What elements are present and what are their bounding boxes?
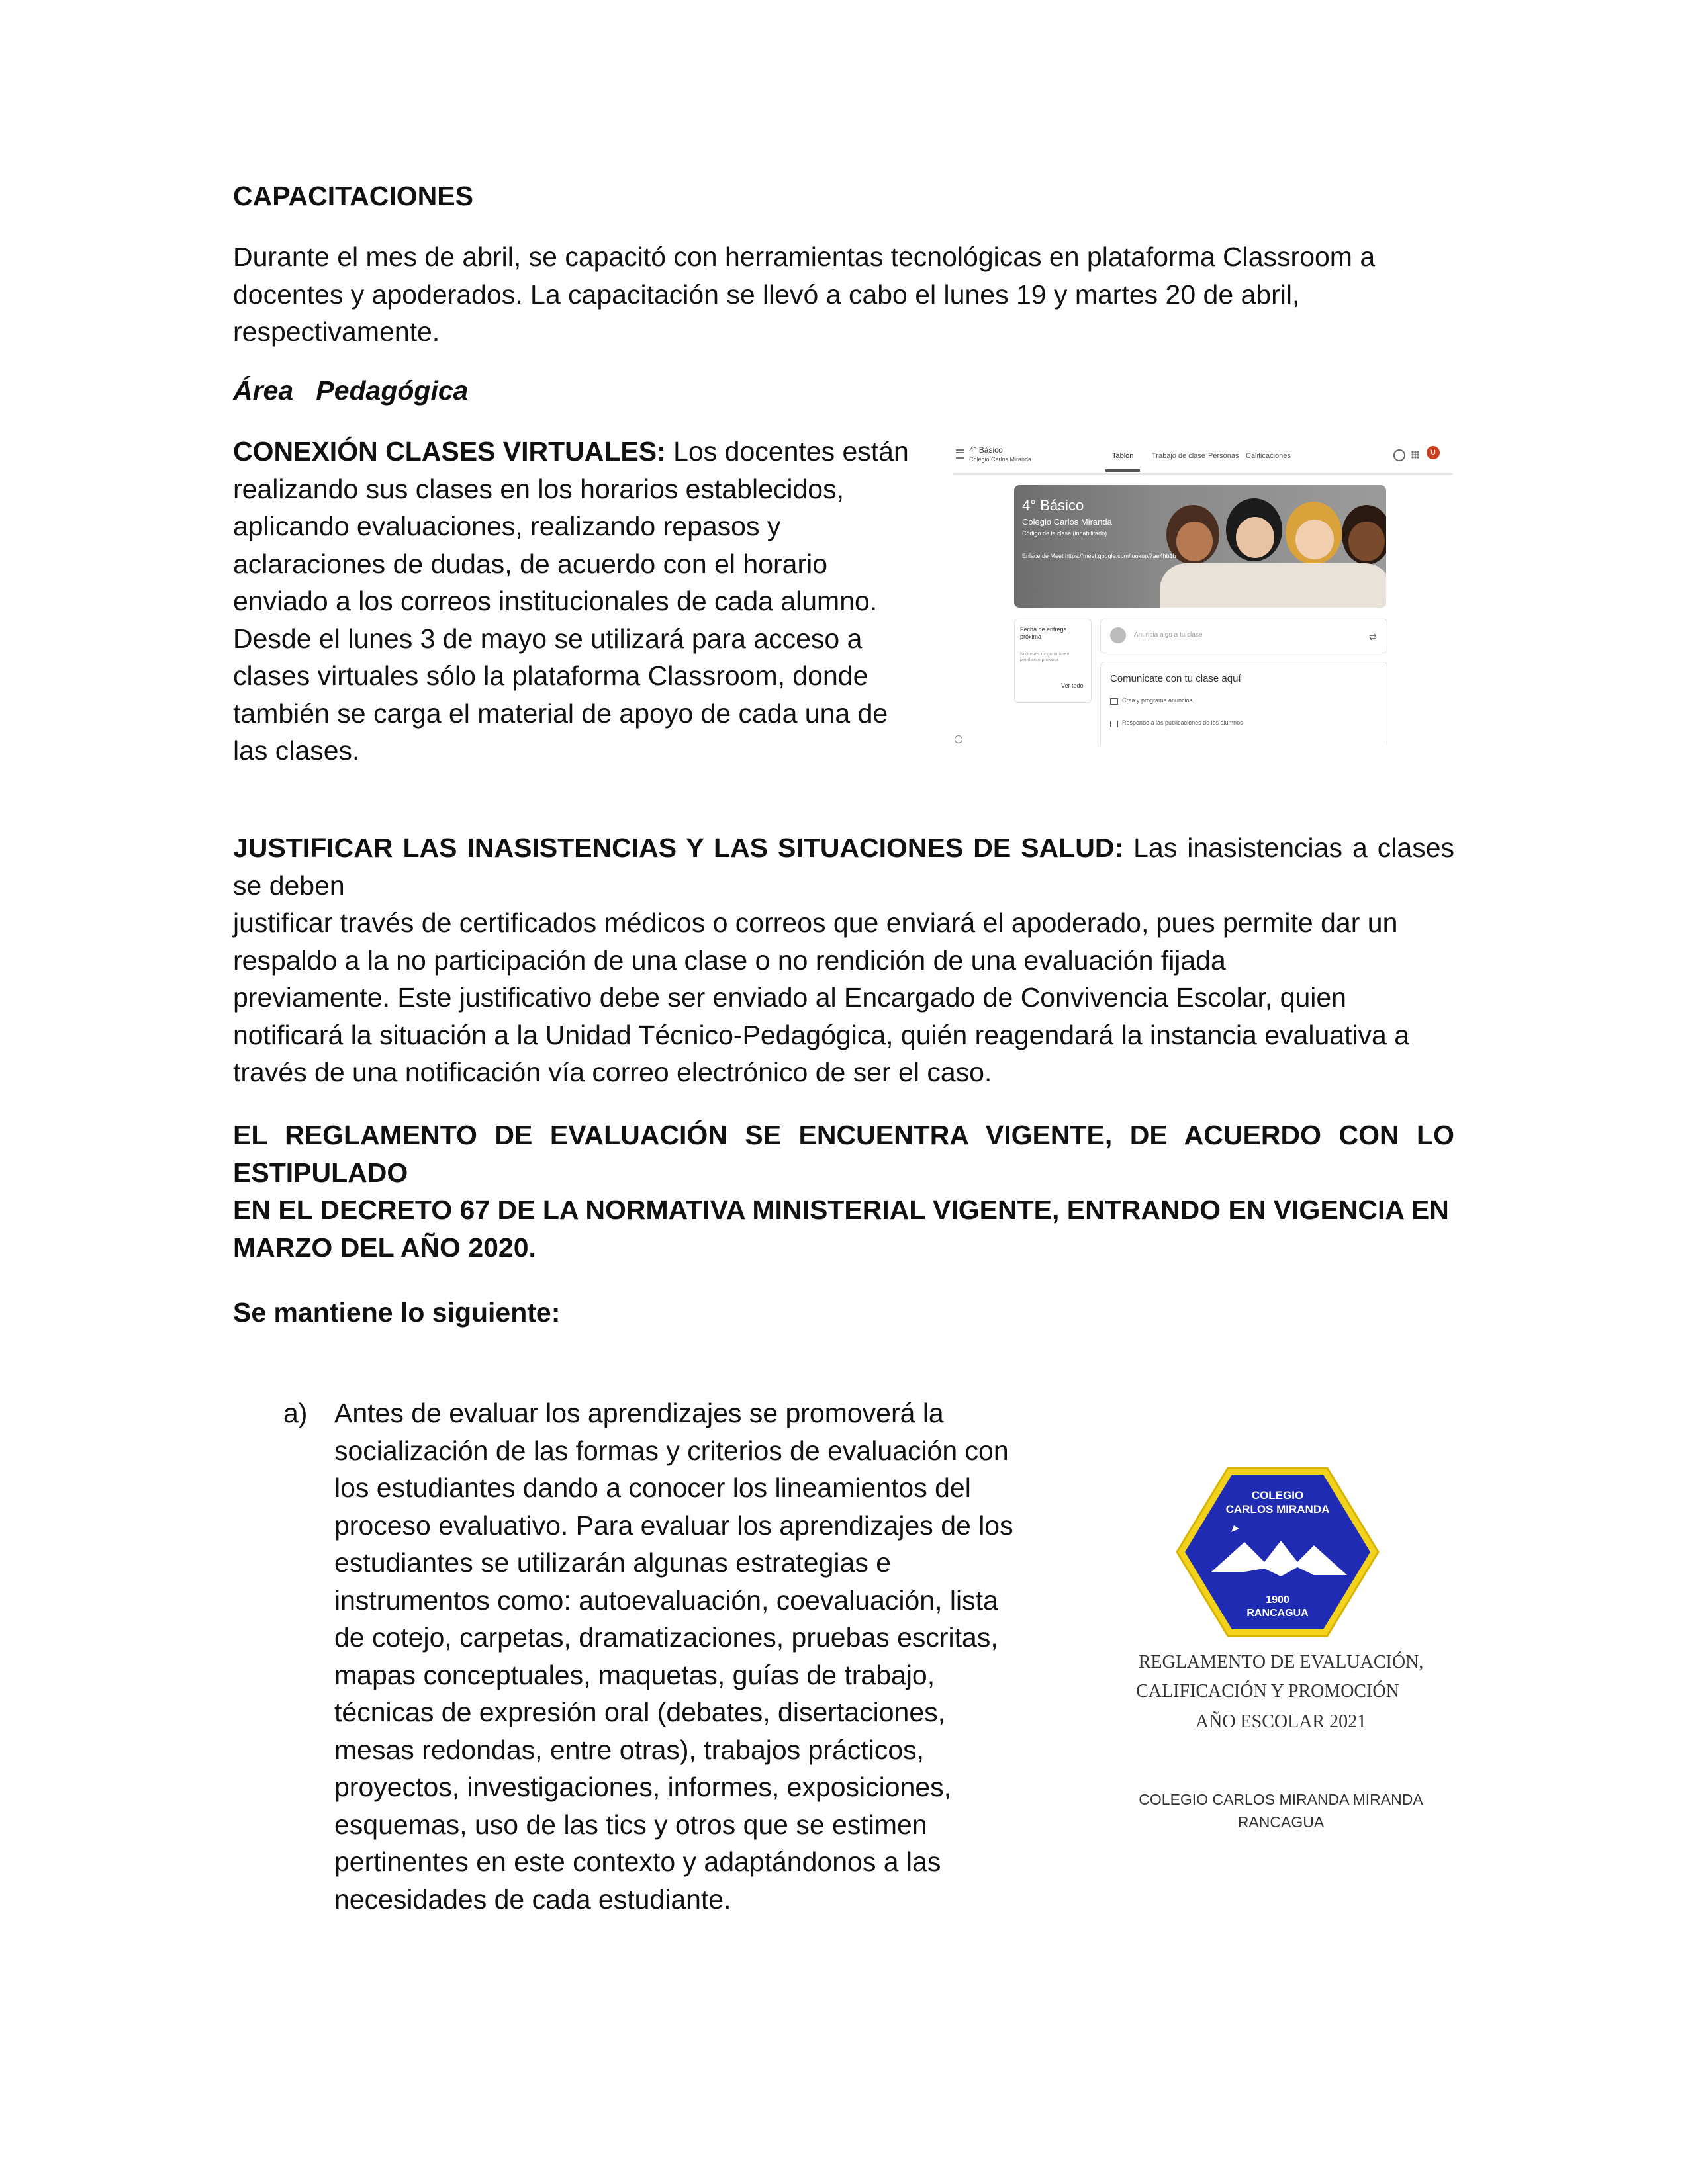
paragraph-line: través de una notificación vía correo electrónico de ser el caso. [233,1057,992,1087]
kids-bodies [1160,563,1386,608]
classroom-topbar [953,440,1453,475]
banner-meet-link[interactable]: Enlace de Meet https://meet.google.com/lookup/7ae4hb1b [1022,553,1176,559]
list-marker: a) [283,1398,308,1428]
help-icon[interactable] [955,735,962,743]
reply-icon [1110,721,1118,727]
paragraph-line: previamente. Este justificativo debe ser enviado al Encargado de Convivencia Escolar, quien [233,982,1346,1013]
cover-title-line: CALIFICACIÓN Y PROMOCIÓN [1136,1681,1399,1702]
paragraph-line: Durante el mes de abril, se capacitó con herramientas tecnológicas en plataforma Classroom a [233,242,1376,272]
list-item-line: técnicas de expresión oral (debates, disertaciones, [334,1697,946,1727]
school-logo [1165,1463,1390,1641]
class-school: Colegio Carlos Miranda [969,456,1032,463]
list-item-line: pertinentes en este contexto y adaptándonos a las [334,1846,941,1877]
list-item-line: proyectos, investigaciones, informes, exposiciones, [334,1772,952,1802]
paragraph-line [233,433,938,471]
cover-year: AÑO ESCOLAR 2021 [1195,1711,1367,1732]
cover-school-name: COLEGIO CARLOS MIRANDA MIRANDA [1139,1791,1423,1808]
paragraph-line: aclaraciones de dudas, de acuerdo con el horario [233,548,828,579]
paragraph-line: EL REGLAMENTO DE EVALUACIÓN SE ENCUENTRA VIGENTE, DE ACUERDO CON LO ESTIPULADO [233,1120,1454,1188]
paragraph-line: respectivamente. [233,316,440,347]
settings-icon[interactable] [1393,449,1405,461]
paragraph-capacitaciones [233,238,1454,351]
kid-illustration [1176,522,1213,561]
logo-text-school: CARLOS MIRANDA [1225,1503,1330,1516]
tab-trabajo-de-clase[interactable]: Trabajo de clase [1152,452,1205,460]
kid-illustration [1236,517,1274,558]
banner-title: 4° Básico [1022,497,1084,514]
list-item-line: instrumentos como: autoevaluación, coevaluación, lista [334,1584,998,1615]
paragraph-line: enviado a los correos institucionales de cada alumno. [233,586,878,616]
upcoming-text: No tienes ninguna tarea pendiente próxima [1020,652,1070,662]
paragraph-line: realizando sus clases en los horarios establecidos, [233,473,845,504]
logo-text-city: RANCAGUA [1246,1608,1309,1619]
communicate-title: Comunicate con tu clase aquí [1110,673,1241,684]
paragraph-line: MARZO DEL AÑO 2020. [233,1232,536,1263]
paragraph-line: EN EL DECRETO 67 DE LA NORMATIVA MINISTERIAL VIGENTE, ENTRANDO EN VIGENCIA EN [233,1195,1449,1225]
communicate-card [1100,662,1387,745]
list-item-line: los estudiantes dando a conocer los lineamientos del [334,1473,971,1503]
upcoming-card [1014,619,1092,703]
list-item-line: necesidades de cada estudiante. [334,1884,731,1915]
cover-city: RANCAGUA [1237,1813,1325,1831]
paragraph-line: clases virtuales sólo la plataforma Classroom, donde [233,660,868,691]
avatar[interactable]: U [1427,446,1440,459]
section-heading-mantiene: Se mantiene lo siguiente: [233,1297,561,1328]
apps-icon[interactable] [1411,451,1419,459]
upcoming-title: Fecha de entrega próxima [1020,626,1067,640]
paragraph-line: notificará la situación a la Unidad Técnico-Pedagógica, quién reagendará la instancia evaluativa a [233,1019,1410,1050]
kid-illustration [1348,522,1385,561]
repost-icon[interactable]: ⇄ [1369,631,1377,642]
paragraph-line: las clases. [233,735,360,766]
communicate-item: Responde a las publicaciones de los alumnos [1122,719,1243,726]
menu-icon-bar [956,452,964,453]
school-logo-emblem [1165,1463,1390,1641]
justificar-first-text: Las inasistencias a clases se deben [233,833,1454,901]
paragraph-conexion [233,433,938,770]
list-item-line: mapas conceptuales, maquetas, guías de trabajo, [334,1659,935,1690]
list-item-a [334,1394,1031,1918]
list-item-line: de cotejo, carpetas, dramatizaciones, pruebas escritas, [334,1622,998,1653]
paragraph-line: Desde el lunes 3 de mayo se utilizará para acceso a [233,623,863,654]
paragraph-line: justificar través de certificados médicos o correos que enviará el apoderado, pues permite dar un [233,907,1398,938]
banner-school: Colegio Carlos Miranda [1022,517,1112,527]
cover-title-line: REGLAMENTO DE EVALUACIÓN, [1138,1652,1424,1672]
classroom-screenshot [953,440,1453,745]
list-item-line: estudiantes se utilizarán algunas estrategias e [334,1547,892,1578]
list-item-line: Antes de evaluar los aprendizajes se promoverá la [334,1398,944,1428]
announce-placeholder: Anuncia algo a tu clase [1134,631,1203,639]
list-item-line: proceso evaluativo. Para evaluar los aprendizajes de los [334,1510,1013,1541]
tab-calificaciones[interactable]: Calificaciones [1246,452,1291,460]
paragraph-line [233,829,1454,904]
conexion-label: CONEXIÓN CLASES VIRTUALES: [233,436,666,467]
announce-box[interactable] [1100,619,1387,653]
paragraph-line: también se carga el material de apoyo de cada una de [233,698,888,729]
list-item-line: socialización de las formas y criterios de evaluación con [334,1435,1009,1466]
conexion-first-text: Los docentes están [665,436,909,467]
list-item-line: mesas redondas, entre otras), trabajos prácticos, [334,1734,925,1765]
class-banner [1014,485,1386,608]
paragraph-line: docentes y apoderados. La capacitación se llevó a cabo el lunes 19 y martes 20 de abril, [233,279,1300,310]
paragraph-justificar [233,829,1454,1091]
user-avatar-icon [1110,627,1126,643]
list-item-line: esquemas, uso de las tics y otros que se estimen [334,1809,927,1840]
logo-text-year: 1900 [1266,1594,1289,1606]
kid-illustration [1295,520,1334,559]
banner-code: Código de la clase (inhabilitado) [1022,530,1107,537]
menu-icon [956,449,964,459]
section-heading-area-pedagogica: Área Pedagógica [233,375,469,406]
paragraph-reglamento [233,1116,1454,1266]
section-heading-capacitaciones: CAPACITACIONES [233,181,473,211]
tab-personas[interactable]: Personas [1208,452,1239,460]
tab-active-indicator [1105,469,1140,472]
justificar-label: JUSTIFICAR LAS INASISTENCIAS Y LAS SITUACIONES DE SALUD: [233,833,1124,863]
announce-icon [1110,698,1118,705]
tab-tablon[interactable]: Tablón [1112,452,1134,460]
logo-text-colegio: COLEGIO [1251,1489,1304,1502]
paragraph-line: aplicando evaluaciones, realizando repasos y [233,511,781,541]
class-name: 4° Básico [969,445,1003,455]
see-all-link[interactable]: Ver todo [1061,682,1084,689]
communicate-item: Crea y programa anuncios. [1122,697,1194,704]
paragraph-line: respaldo a la no participación de una clase o no rendición de una evaluación fijada [233,944,1226,976]
